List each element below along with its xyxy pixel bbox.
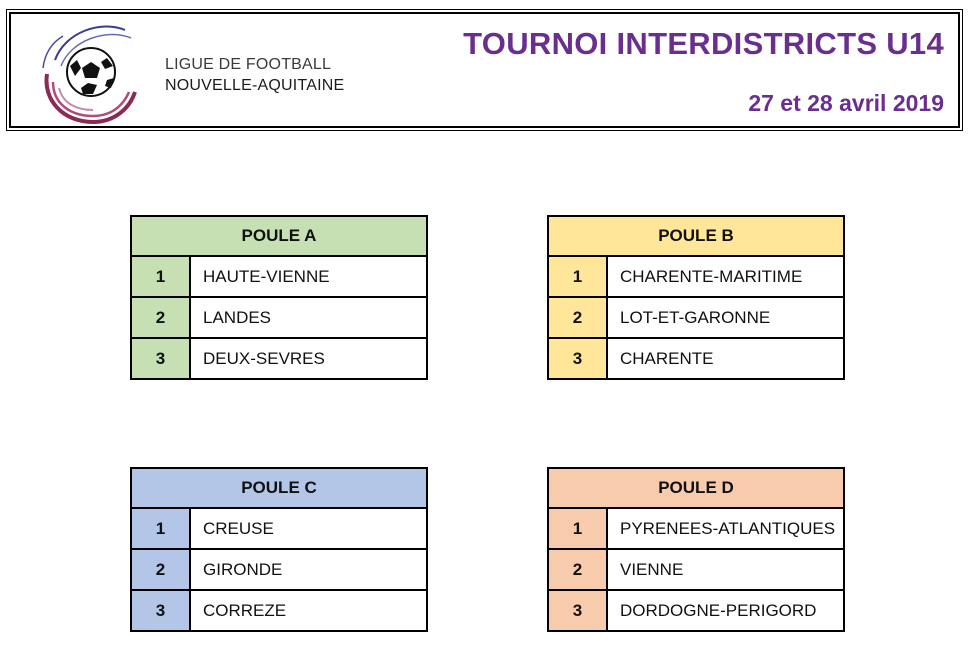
team-name: PYRENEES-ATLANTIQUES [607, 508, 844, 549]
poule-b-table [547, 215, 845, 380]
document-header [9, 12, 960, 128]
poule-title: POULE A [131, 216, 427, 256]
organization-name [165, 54, 344, 96]
team-name: CORREZE [190, 590, 427, 631]
team-rank: 1 [131, 256, 190, 297]
team-rank: 3 [548, 590, 607, 631]
team-rank: 3 [131, 590, 190, 631]
poule-a-table [130, 215, 428, 380]
org-line-1: LIGUE DE FOOTBALL [165, 56, 332, 73]
team-name: CHARENTE [607, 338, 844, 379]
table-row [131, 549, 427, 590]
team-name: CHARENTE-MARITIME [607, 256, 844, 297]
team-rank: 2 [131, 549, 190, 590]
table-row [131, 297, 427, 338]
poule-title: POULE C [131, 468, 427, 508]
poule-d-table [547, 467, 845, 632]
table-row [548, 549, 844, 590]
team-rank: 2 [131, 297, 190, 338]
tournament-title: TOURNOI INTERDISTRICTS U14 [463, 26, 944, 61]
team-name: DORDOGNE-PERIGORD [607, 590, 844, 631]
team-rank: 1 [131, 508, 190, 549]
table-row [548, 508, 844, 549]
team-rank: 1 [548, 256, 607, 297]
team-name: HAUTE-VIENNE [190, 256, 427, 297]
tournament-dates: 27 et 28 avril 2019 [748, 90, 944, 116]
team-rank: 2 [548, 549, 607, 590]
team-rank: 3 [131, 338, 190, 379]
table-row [548, 256, 844, 297]
table-row [548, 297, 844, 338]
table-row [131, 590, 427, 631]
team-name: GIRONDE [190, 549, 427, 590]
team-rank: 3 [548, 338, 607, 379]
poule-title: POULE D [548, 468, 844, 508]
team-name: LANDES [190, 297, 427, 338]
team-rank: 1 [548, 508, 607, 549]
team-name: VIENNE [607, 549, 844, 590]
team-name: DEUX-SEVRES [190, 338, 427, 379]
table-row [131, 256, 427, 297]
team-name: LOT-ET-GARONNE [607, 297, 844, 338]
football-logo-icon [41, 22, 137, 126]
poule-c-table [130, 467, 428, 632]
team-name: CREUSE [190, 508, 427, 549]
table-row [548, 338, 844, 379]
table-row [548, 590, 844, 631]
table-row [131, 338, 427, 379]
team-rank: 2 [548, 297, 607, 338]
org-line-2: NOUVELLE-AQUITAINE [165, 77, 345, 94]
table-row [131, 508, 427, 549]
poule-title: POULE B [548, 216, 844, 256]
